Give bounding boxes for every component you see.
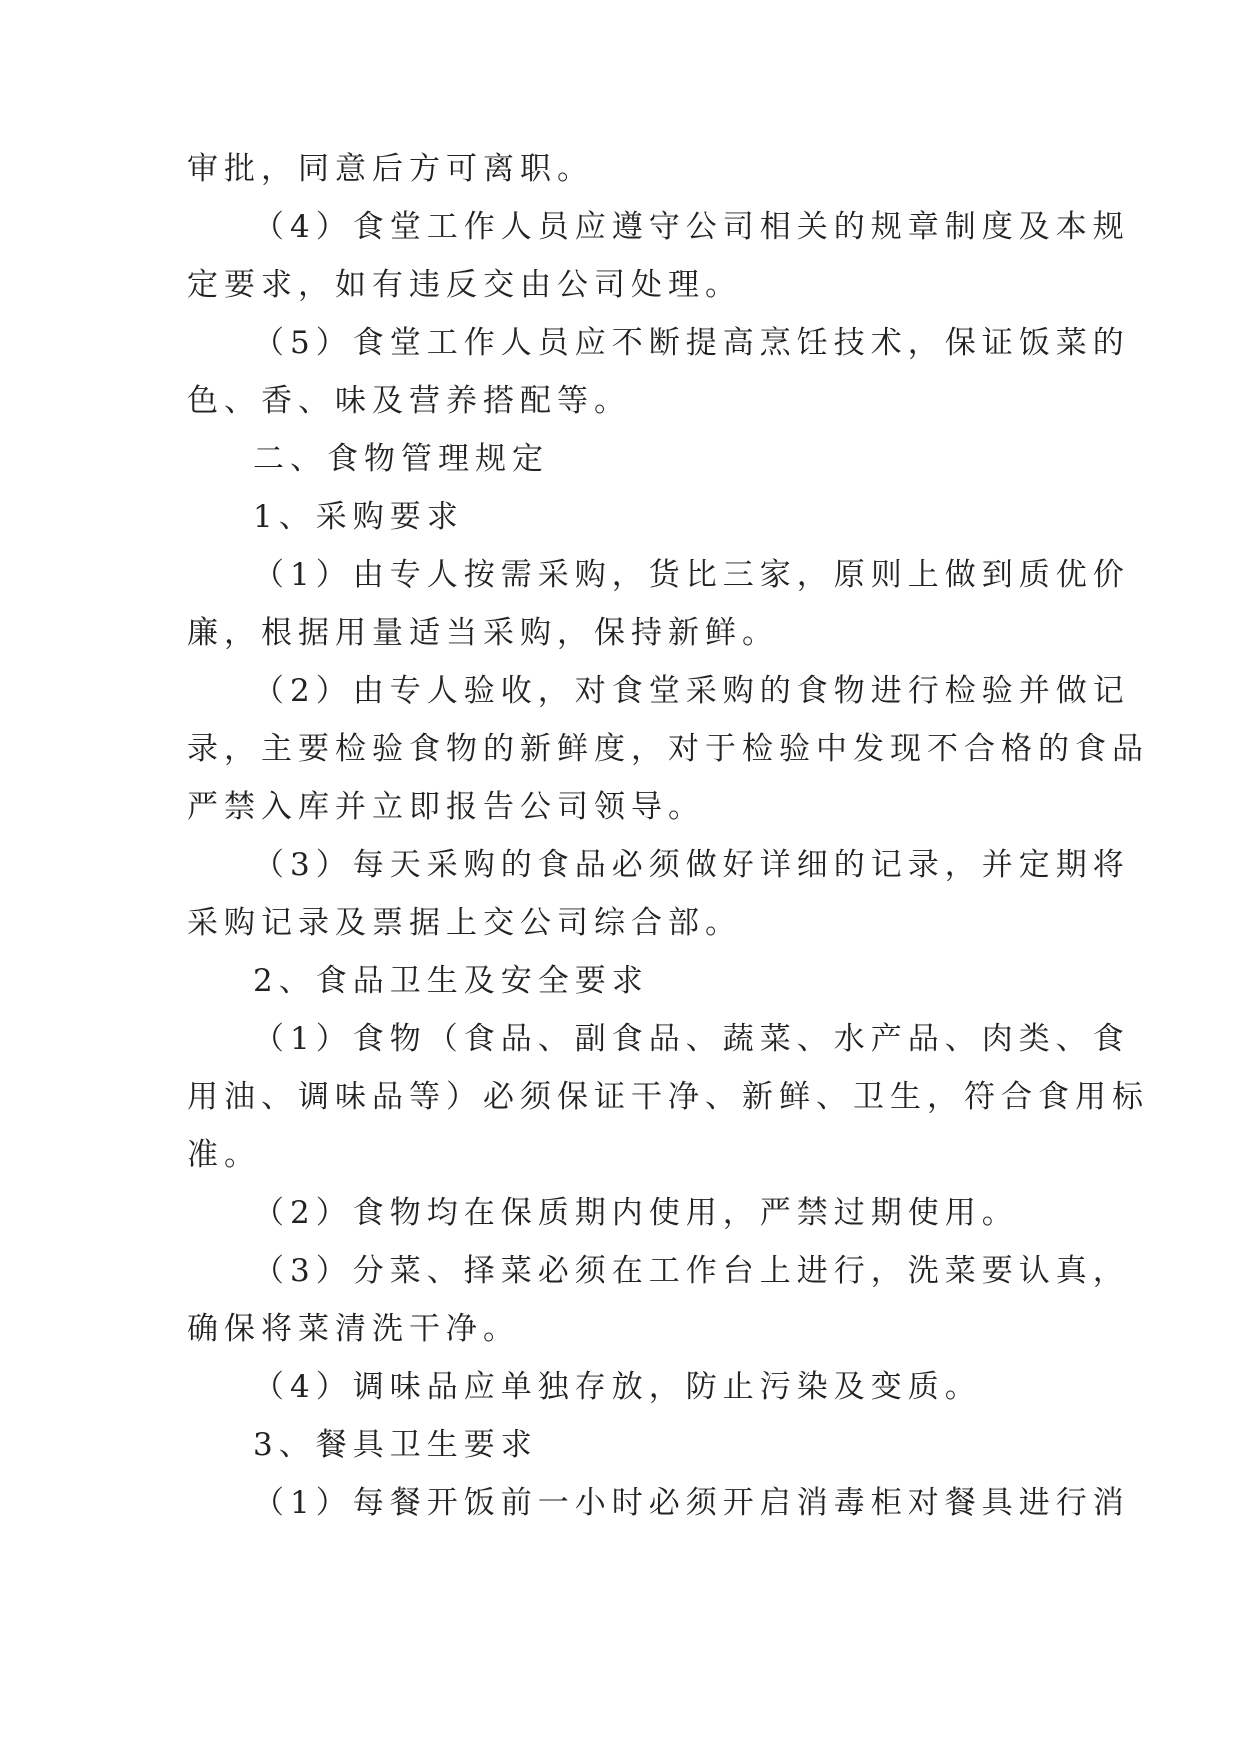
text-line: 定要求，如有违反交由公司处理。 bbox=[187, 267, 742, 303]
section-heading: 二、食物管理规定 bbox=[253, 441, 549, 477]
text-line: 色、香、味及营养搭配等。 bbox=[187, 383, 631, 419]
text-line: 录，主要检验食物的新鲜度，对于检验中发现不合格的食品 bbox=[187, 731, 1149, 767]
text-line: （1）食物（食品、副食品、蔬菜、水产品、肉类、食 bbox=[253, 1021, 1130, 1057]
text-line: （2）由专人验收，对食堂采购的食物进行检验并做记 bbox=[253, 673, 1130, 709]
subsection-heading: 1、采购要求 bbox=[253, 499, 464, 535]
text-line: 采购记录及票据上交公司综合部。 bbox=[187, 905, 742, 941]
text-line: 确保将菜清洗干净。 bbox=[187, 1311, 520, 1347]
text-line: （4）食堂工作人员应遵守公司相关的规章制度及本规 bbox=[253, 209, 1130, 245]
text-line: （2）食物均在保质期内使用，严禁过期使用。 bbox=[253, 1195, 1019, 1231]
text-line: （5）食堂工作人员应不断提高烹饪技术，保证饭菜的 bbox=[253, 325, 1130, 361]
text-line: 审批，同意后方可离职。 bbox=[187, 151, 594, 187]
text-line: 严禁入库并立即报告公司领导。 bbox=[187, 789, 705, 825]
text-line: （3）分菜、择菜必须在工作台上进行，洗菜要认真， bbox=[253, 1253, 1130, 1289]
subsection-heading: 2、食品卫生及安全要求 bbox=[253, 963, 649, 999]
text-line: 廉，根据用量适当采购，保持新鲜。 bbox=[187, 615, 779, 651]
text-line: （1）每餐开饭前一小时必须开启消毒柜对餐具进行消 bbox=[253, 1485, 1130, 1521]
text-line: （3）每天采购的食品必须做好详细的记录，并定期将 bbox=[253, 847, 1130, 883]
subsection-heading: 3、餐具卫生要求 bbox=[253, 1427, 538, 1463]
text-line: （4）调味品应单独存放，防止污染及变质。 bbox=[253, 1369, 982, 1405]
text-line: 准。 bbox=[187, 1137, 261, 1173]
text-line: （1）由专人按需采购，货比三家，原则上做到质优价 bbox=[253, 557, 1130, 593]
text-line: 用油、调味品等）必须保证干净、新鲜、卫生，符合食用标 bbox=[187, 1079, 1149, 1115]
